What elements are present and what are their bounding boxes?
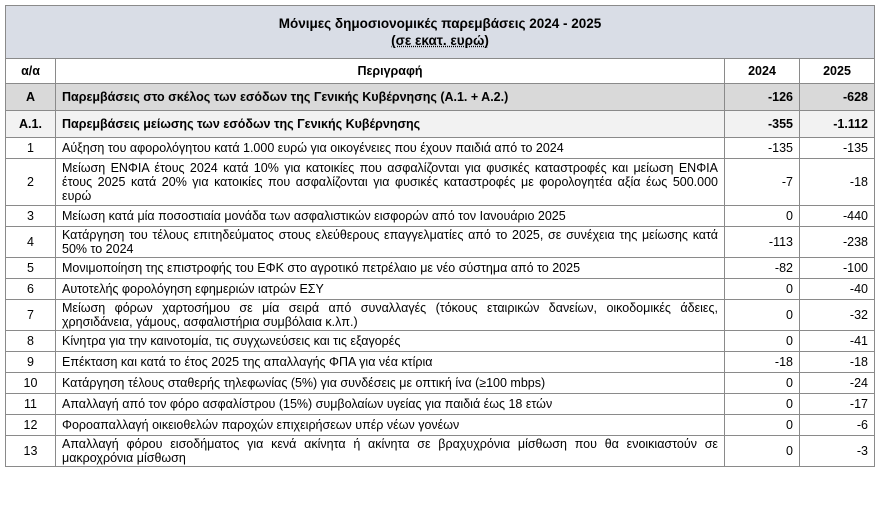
row-value-2024: 0	[725, 415, 800, 436]
row-value-2025: -135	[800, 138, 875, 159]
row-value-2024: -82	[725, 258, 800, 279]
row-description: Κατάργηση του τέλους επιτηδεύματος στους ελεύθερους επαγγελματίες από το 2025, σε συνέχεια της μείωσης κατά 50% το 2024	[56, 227, 725, 258]
row-index: 9	[6, 352, 56, 373]
row-value-2025: -3	[800, 436, 875, 467]
row-value-2024: 0	[725, 373, 800, 394]
header-2025: 2025	[800, 59, 875, 84]
row-description: Απαλλαγή φόρου εισοδήματος για κενά ακίνητα ή ακίνητα σε βραχυχρόνια μίσθωση που θα ενοικιαστούν σε μακροχρόνια μίσθωση	[56, 436, 725, 467]
row-value-2025: -18	[800, 159, 875, 206]
row-value-2025: -238	[800, 227, 875, 258]
header-description: Περιγραφή	[56, 59, 725, 84]
table-title: Μόνιμες δημοσιονομικές παρεμβάσεις 2024 - 2025	[278, 16, 602, 31]
table-row	[6, 159, 875, 206]
row-index: 3	[6, 206, 56, 227]
table-row	[6, 138, 875, 159]
table-row	[6, 279, 875, 300]
row-description: Αυτοτελής φορολόγηση εφημεριών ιατρών ΕΣΥ	[56, 279, 725, 300]
row-value-2025: -32	[800, 300, 875, 331]
row-value-2025: -17	[800, 394, 875, 415]
table-row	[6, 331, 875, 352]
summary-row-a1	[6, 111, 875, 138]
row-value-2025: -1.112	[800, 111, 875, 138]
row-index: 12	[6, 415, 56, 436]
row-value-2024: -135	[725, 138, 800, 159]
row-description: Επέκταση και κατά το έτος 2025 της απαλλαγής ΦΠΑ για νέα κτίρια	[56, 352, 725, 373]
row-value-2024: 0	[725, 331, 800, 352]
row-value-2024: -355	[725, 111, 800, 138]
row-index: 6	[6, 279, 56, 300]
row-value-2024: 0	[725, 436, 800, 467]
table-subtitle: (σε εκατ. ευρώ)	[391, 33, 489, 48]
row-value-2024: -113	[725, 227, 800, 258]
row-value-2025: -628	[800, 84, 875, 111]
row-description: Μείωση κατά μία ποσοστιαία μονάδα των ασφαλιστικών εισφορών από τον Ιανουάριο 2025	[56, 206, 725, 227]
row-value-2025: -100	[800, 258, 875, 279]
row-value-2024: 0	[725, 206, 800, 227]
table-row	[6, 394, 875, 415]
row-description: Μείωση ΕΝΦΙΑ έτους 2024 κατά 10% για κατοικίες που ασφαλίζονται για φυσικές καταστροφές και μείωση ΕΝΦΙΑ έτους 2025 κατά 20% για κατοικίες που ασφαλίζονται για φυσικές καταστροφές με φορολογητέα αξία έως 500.000 ευρώ	[56, 159, 725, 206]
table-title-cell	[6, 6, 875, 59]
row-index: 1	[6, 138, 56, 159]
row-description: Κατάργηση τέλους σταθερής τηλεφωνίας (5%) για συνδέσεις με οπτική ίνα (≥100 mbps)	[56, 373, 725, 394]
row-description: Κίνητρα για την καινοτομία, τις συγχωνεύσεις και τις εξαγορές	[56, 331, 725, 352]
row-index: 10	[6, 373, 56, 394]
row-value-2025: -40	[800, 279, 875, 300]
fiscal-measures-table	[5, 5, 875, 467]
row-description: Μονιμοποίηση της επιστροφής του ΕΦΚ στο αγροτικό πετρέλαιο με νέο σύστημα από το 2025	[56, 258, 725, 279]
row-description: Παρεμβάσεις στο σκέλος των εσόδων της Γενικής Κυβέρνησης (Α.1. + Α.2.)	[56, 84, 725, 111]
summary-row-a	[6, 84, 875, 111]
row-value-2025: -41	[800, 331, 875, 352]
row-description: Αύξηση του αφορολόγητου κατά 1.000 ευρώ για οικογένειες που έχουν παιδιά από το 2024	[56, 138, 725, 159]
row-description: Απαλλαγή από τον φόρο ασφαλίστρου (15%) συμβολαίων υγείας για παιδιά έως 18 ετών	[56, 394, 725, 415]
row-value-2025: -6	[800, 415, 875, 436]
table-row	[6, 352, 875, 373]
table-row	[6, 227, 875, 258]
row-index: 13	[6, 436, 56, 467]
row-value-2025: -18	[800, 352, 875, 373]
row-description: Φοροαπαλλαγή οικειοθελών παροχών επιχειρήσεων υπέρ νέων γονέων	[56, 415, 725, 436]
row-value-2024: 0	[725, 300, 800, 331]
row-index: A	[6, 84, 56, 111]
row-index: A.1.	[6, 111, 56, 138]
table-row	[6, 373, 875, 394]
row-value-2025: -440	[800, 206, 875, 227]
table-row	[6, 206, 875, 227]
row-description: Μείωση φόρων χαρτοσήμου σε μία σειρά από συναλλαγές (τόκους εταιρικών δανείων, οικοδομικές άδειες, χρησιδάνεια, γάμους, ασφαλιστήρια συμβόλαια κ.λπ.)	[56, 300, 725, 331]
row-value-2024: -18	[725, 352, 800, 373]
row-value-2025: -24	[800, 373, 875, 394]
row-index: 11	[6, 394, 56, 415]
row-index: 2	[6, 159, 56, 206]
row-description: Παρεμβάσεις μείωσης των εσόδων της Γενικής Κυβέρνησης	[56, 111, 725, 138]
table-row	[6, 258, 875, 279]
row-value-2024: 0	[725, 394, 800, 415]
table-row	[6, 436, 875, 467]
table-row	[6, 300, 875, 331]
row-value-2024: -126	[725, 84, 800, 111]
column-header-row	[6, 59, 875, 84]
row-value-2024: 0	[725, 279, 800, 300]
row-index: 4	[6, 227, 56, 258]
row-index: 5	[6, 258, 56, 279]
row-value-2024: -7	[725, 159, 800, 206]
row-index: 8	[6, 331, 56, 352]
header-2024: 2024	[725, 59, 800, 84]
header-index: α/α	[6, 59, 56, 84]
row-index: 7	[6, 300, 56, 331]
table-row	[6, 415, 875, 436]
